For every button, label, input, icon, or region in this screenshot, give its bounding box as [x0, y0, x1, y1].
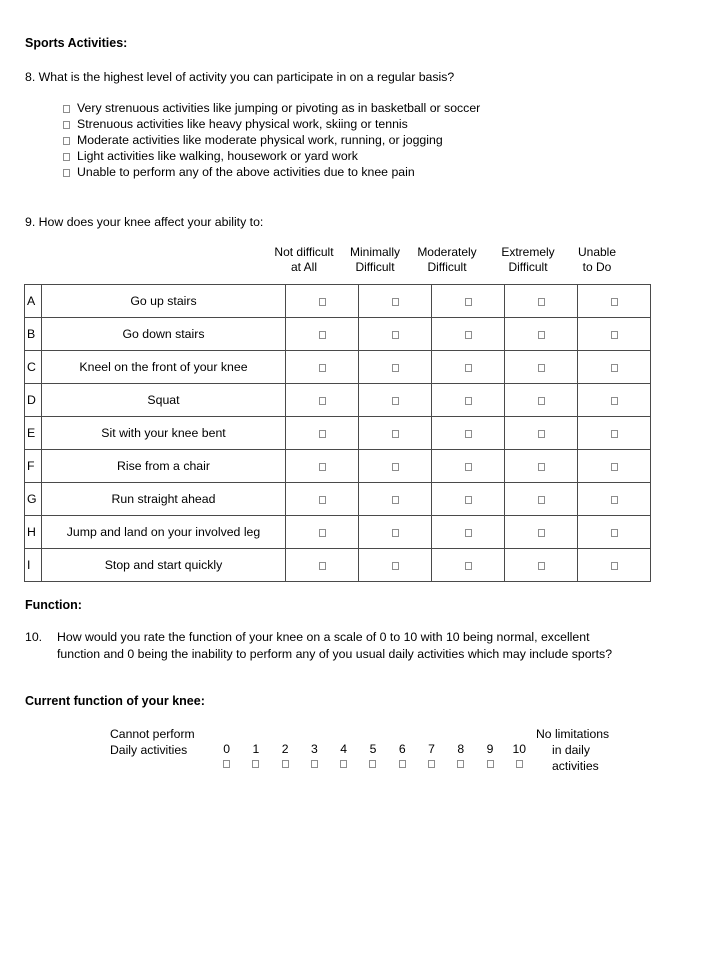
- checkbox-icon[interactable]: [428, 760, 435, 768]
- question-10-line2: function and 0 being the inability to perform any of you usual daily activities which may include sports?: [57, 647, 613, 661]
- checkbox-icon[interactable]: [340, 760, 347, 768]
- row-letter: C: [25, 351, 42, 384]
- cell-minimally-difficult[interactable]: [359, 417, 432, 450]
- checkbox-icon[interactable]: [465, 496, 472, 504]
- column-header-line1: Unable: [577, 245, 617, 259]
- scale-checkbox-cell[interactable]: [388, 759, 417, 767]
- row-letter: F: [25, 450, 42, 483]
- checkbox-icon[interactable]: [538, 298, 545, 306]
- cell-moderately-difficult[interactable]: [432, 318, 505, 351]
- checkbox-icon[interactable]: [457, 760, 464, 768]
- checkbox-icon[interactable]: [311, 760, 318, 768]
- column-header-line1: Extremely: [501, 245, 555, 259]
- cell-extremely-difficult[interactable]: [505, 549, 578, 582]
- scale-checkboxes: [212, 759, 534, 767]
- checkbox-icon[interactable]: [319, 430, 326, 438]
- checkbox-icon[interactable]: [392, 397, 399, 405]
- cell-not-difficult[interactable]: [286, 417, 359, 450]
- scale-left-line2: Daily activities: [110, 743, 188, 757]
- checkbox-icon[interactable]: [611, 298, 618, 306]
- option-row[interactable]: [63, 101, 480, 117]
- question-10-line1: How would you rate the function of your knee on a scale of 0 to 10 with 10 being normal, excellent: [57, 630, 590, 644]
- checkbox-icon[interactable]: [319, 463, 326, 471]
- scale-tick-label: 7: [428, 742, 435, 756]
- checkbox-icon[interactable]: [611, 463, 618, 471]
- cell-extremely-difficult[interactable]: [505, 384, 578, 417]
- cell-unable-to-do[interactable]: [578, 483, 651, 516]
- cell-moderately-difficult[interactable]: [432, 285, 505, 318]
- row-label: Sit with your knee bent: [42, 417, 286, 450]
- checkbox-icon[interactable]: [63, 121, 70, 129]
- checkbox-icon[interactable]: [223, 760, 230, 768]
- question-10-number: 10.: [25, 630, 43, 644]
- checkbox-icon[interactable]: [538, 430, 545, 438]
- table-row: [25, 318, 651, 351]
- cell-not-difficult[interactable]: [286, 318, 359, 351]
- option-label: Unable to perform any of the above activities due to knee pain: [77, 165, 415, 179]
- option-label: Moderate activities like moderate physical work, running, or jogging: [77, 133, 443, 147]
- cell-not-difficult[interactable]: [286, 285, 359, 318]
- scale-left-label: [110, 726, 195, 758]
- checkbox-icon[interactable]: [392, 562, 399, 570]
- table-row: [25, 549, 651, 582]
- checkbox-icon[interactable]: [63, 169, 70, 177]
- checkbox-icon[interactable]: [611, 364, 618, 372]
- checkbox-icon[interactable]: [516, 760, 523, 768]
- column-header-line1: Not difficult: [274, 245, 334, 259]
- checkbox-icon[interactable]: [611, 496, 618, 504]
- column-header-minimally-difficult: [337, 245, 413, 274]
- column-header-unable-to-do: [559, 245, 635, 274]
- row-label: Jump and land on your involved leg: [42, 516, 286, 549]
- scale-checkbox-cell[interactable]: [241, 759, 270, 767]
- question-8-text: 8. What is the highest level of activity you can participate in on a regular basis?: [25, 70, 455, 84]
- checkbox-icon[interactable]: [611, 562, 618, 570]
- row-letter: H: [25, 516, 42, 549]
- cell-unable-to-do[interactable]: [578, 450, 651, 483]
- scale-right-line2: in daily: [552, 743, 590, 757]
- scale-tick-label: 8: [457, 742, 465, 756]
- scale-tick-label: 6: [398, 742, 406, 756]
- scale-right-label: [536, 726, 609, 774]
- scale-tick-label: 4: [340, 742, 348, 756]
- cell-minimally-difficult[interactable]: [359, 351, 432, 384]
- checkbox-icon[interactable]: [399, 760, 406, 768]
- cell-extremely-difficult[interactable]: [505, 285, 578, 318]
- checkbox-icon[interactable]: [465, 430, 472, 438]
- column-header-line2: Difficult: [508, 259, 548, 274]
- checkbox-icon[interactable]: [392, 298, 399, 306]
- scale-tick-label: 1: [252, 742, 260, 756]
- ability-rating-table: [24, 284, 651, 582]
- checkbox-icon[interactable]: [465, 397, 472, 405]
- checkbox-icon[interactable]: [538, 331, 545, 339]
- cell-extremely-difficult[interactable]: [505, 483, 578, 516]
- scale-right-line3: activities: [552, 759, 599, 773]
- option-row[interactable]: [63, 117, 480, 133]
- table-row: [25, 417, 651, 450]
- row-label: Rise from a chair: [42, 450, 286, 483]
- row-letter: D: [25, 384, 42, 417]
- checkbox-icon[interactable]: [611, 397, 618, 405]
- scale-checkbox-cell[interactable]: [329, 759, 358, 767]
- scale-checkbox-cell[interactable]: [212, 759, 241, 767]
- checkbox-icon[interactable]: [392, 430, 399, 438]
- checkbox-icon[interactable]: [282, 760, 289, 768]
- checkbox-icon[interactable]: [63, 153, 70, 161]
- checkbox-icon[interactable]: [319, 496, 326, 504]
- cell-unable-to-do[interactable]: [578, 318, 651, 351]
- sports-activities-heading: Sports Activities:: [25, 36, 128, 50]
- checkbox-icon[interactable]: [465, 364, 472, 372]
- column-header-moderately-difficult: [409, 245, 485, 274]
- scale-checkbox-cell[interactable]: [475, 759, 504, 767]
- scale-checkbox-cell[interactable]: [446, 759, 475, 767]
- checkbox-icon[interactable]: [319, 364, 326, 372]
- checkbox-icon[interactable]: [319, 331, 326, 339]
- table-row: [25, 450, 651, 483]
- cell-unable-to-do[interactable]: [578, 384, 651, 417]
- question-8-options: [63, 101, 480, 181]
- cell-moderately-difficult[interactable]: [432, 384, 505, 417]
- column-header-line2: at All: [290, 259, 317, 274]
- table-row: [25, 483, 651, 516]
- cell-extremely-difficult[interactable]: [505, 450, 578, 483]
- cell-not-difficult[interactable]: [286, 516, 359, 549]
- scale-checkbox-cell[interactable]: [271, 759, 300, 767]
- cell-moderately-difficult[interactable]: [432, 417, 505, 450]
- checkbox-icon[interactable]: [465, 529, 472, 537]
- scale-tick-label: 2: [281, 742, 289, 756]
- checkbox-icon[interactable]: [392, 331, 399, 339]
- cell-minimally-difficult[interactable]: [359, 285, 432, 318]
- cell-not-difficult[interactable]: [286, 384, 359, 417]
- checkbox-icon[interactable]: [538, 463, 545, 471]
- cell-not-difficult[interactable]: [286, 483, 359, 516]
- scale-tick-label: 0: [223, 742, 231, 756]
- cell-extremely-difficult[interactable]: [505, 516, 578, 549]
- cell-not-difficult[interactable]: [286, 450, 359, 483]
- cell-unable-to-do[interactable]: [578, 516, 651, 549]
- cell-minimally-difficult[interactable]: [359, 318, 432, 351]
- row-label: Stop and start quickly: [42, 549, 286, 582]
- checkbox-icon[interactable]: [611, 529, 618, 537]
- row-letter: I: [25, 549, 42, 582]
- scale-tick-label: 9: [486, 742, 494, 756]
- table-row: [25, 384, 651, 417]
- scale-checkbox-cell[interactable]: [358, 759, 387, 767]
- row-label: Kneel on the front of your knee: [42, 351, 286, 384]
- row-label: Go up stairs: [42, 285, 286, 318]
- scale-tick-label: 5: [369, 742, 377, 756]
- current-function-heading: Current function of your knee:: [25, 694, 205, 708]
- checkbox-icon[interactable]: [465, 463, 472, 471]
- scale-tick-numbers: [212, 742, 534, 756]
- table-row: [25, 516, 651, 549]
- cell-unable-to-do[interactable]: [578, 285, 651, 318]
- checkbox-icon[interactable]: [319, 562, 326, 570]
- cell-moderately-difficult[interactable]: [432, 351, 505, 384]
- checkbox-icon[interactable]: [465, 331, 472, 339]
- cell-extremely-difficult[interactable]: [505, 417, 578, 450]
- column-header-line2: Difficult: [355, 259, 395, 274]
- cell-extremely-difficult[interactable]: [505, 318, 578, 351]
- cell-not-difficult[interactable]: [286, 351, 359, 384]
- column-header-line1: Moderately: [417, 245, 477, 259]
- checkbox-icon[interactable]: [538, 529, 545, 537]
- row-label: Squat: [42, 384, 286, 417]
- checkbox-icon[interactable]: [319, 298, 326, 306]
- cell-moderately-difficult[interactable]: [432, 549, 505, 582]
- scale-checkbox-cell[interactable]: [300, 759, 329, 767]
- cell-extremely-difficult[interactable]: [505, 351, 578, 384]
- checkbox-icon[interactable]: [611, 430, 618, 438]
- cell-minimally-difficult[interactable]: [359, 549, 432, 582]
- checkbox-icon[interactable]: [392, 529, 399, 537]
- scale-left-line1: Cannot perform: [110, 727, 195, 741]
- checkbox-icon[interactable]: [487, 760, 494, 768]
- row-letter: B: [25, 318, 42, 351]
- checkbox-icon[interactable]: [319, 397, 326, 405]
- option-row[interactable]: [63, 165, 480, 181]
- column-header-line1: Minimally: [349, 245, 400, 259]
- option-row[interactable]: [63, 149, 480, 165]
- option-label: Strenuous activities like heavy physical work, skiing or tennis: [77, 117, 408, 131]
- checkbox-icon[interactable]: [319, 529, 326, 537]
- option-label: Very strenuous activities like jumping or pivoting as in basketball or soccer: [77, 101, 481, 115]
- checkbox-icon[interactable]: [538, 397, 545, 405]
- scale-checkbox-cell[interactable]: [417, 759, 446, 767]
- cell-moderately-difficult[interactable]: [432, 450, 505, 483]
- cell-minimally-difficult[interactable]: [359, 483, 432, 516]
- scale-tick-label: 10: [512, 742, 527, 756]
- cell-minimally-difficult[interactable]: [359, 384, 432, 417]
- cell-minimally-difficult[interactable]: [359, 516, 432, 549]
- checkbox-icon[interactable]: [538, 496, 545, 504]
- table-row: [25, 285, 651, 318]
- scale-right-line1: No limitations: [536, 727, 610, 741]
- checkbox-icon[interactable]: [465, 298, 472, 306]
- checkbox-icon[interactable]: [611, 331, 618, 339]
- column-header-line2: to Do: [582, 259, 612, 274]
- cell-minimally-difficult[interactable]: [359, 450, 432, 483]
- checkbox-icon[interactable]: [538, 364, 545, 372]
- row-letter: E: [25, 417, 42, 450]
- checkbox-icon[interactable]: [63, 137, 70, 145]
- cell-unable-to-do[interactable]: [578, 417, 651, 450]
- checkbox-icon[interactable]: [392, 496, 399, 504]
- row-letter: G: [25, 483, 42, 516]
- checkbox-icon[interactable]: [538, 562, 545, 570]
- scale-checkbox-cell[interactable]: [505, 759, 534, 767]
- function-heading: Function:: [25, 598, 82, 612]
- cell-unable-to-do[interactable]: [578, 549, 651, 582]
- column-header-line2: Difficult: [427, 259, 467, 274]
- cell-moderately-difficult[interactable]: [432, 516, 505, 549]
- row-label: Go down stairs: [42, 318, 286, 351]
- cell-moderately-difficult[interactable]: [432, 483, 505, 516]
- option-label: Light activities like walking, housework or yard work: [77, 149, 358, 163]
- table-body: [25, 285, 651, 582]
- row-letter: A: [25, 285, 42, 318]
- cell-not-difficult[interactable]: [286, 549, 359, 582]
- column-header-not-difficult: [266, 245, 342, 274]
- checkbox-icon[interactable]: [465, 562, 472, 570]
- scale-tick-label: 3: [311, 742, 318, 756]
- checkbox-icon[interactable]: [392, 463, 399, 471]
- row-label: Run straight ahead: [42, 483, 286, 516]
- checkbox-icon[interactable]: [392, 364, 399, 372]
- checkbox-icon[interactable]: [369, 760, 376, 768]
- option-row[interactable]: [63, 133, 480, 149]
- question-9-text: 9. How does your knee affect your ability to:: [25, 215, 264, 229]
- checkbox-icon[interactable]: [63, 105, 70, 113]
- table-row: [25, 351, 651, 384]
- cell-unable-to-do[interactable]: [578, 351, 651, 384]
- checkbox-icon[interactable]: [252, 760, 259, 768]
- column-header-extremely-difficult: [490, 245, 566, 274]
